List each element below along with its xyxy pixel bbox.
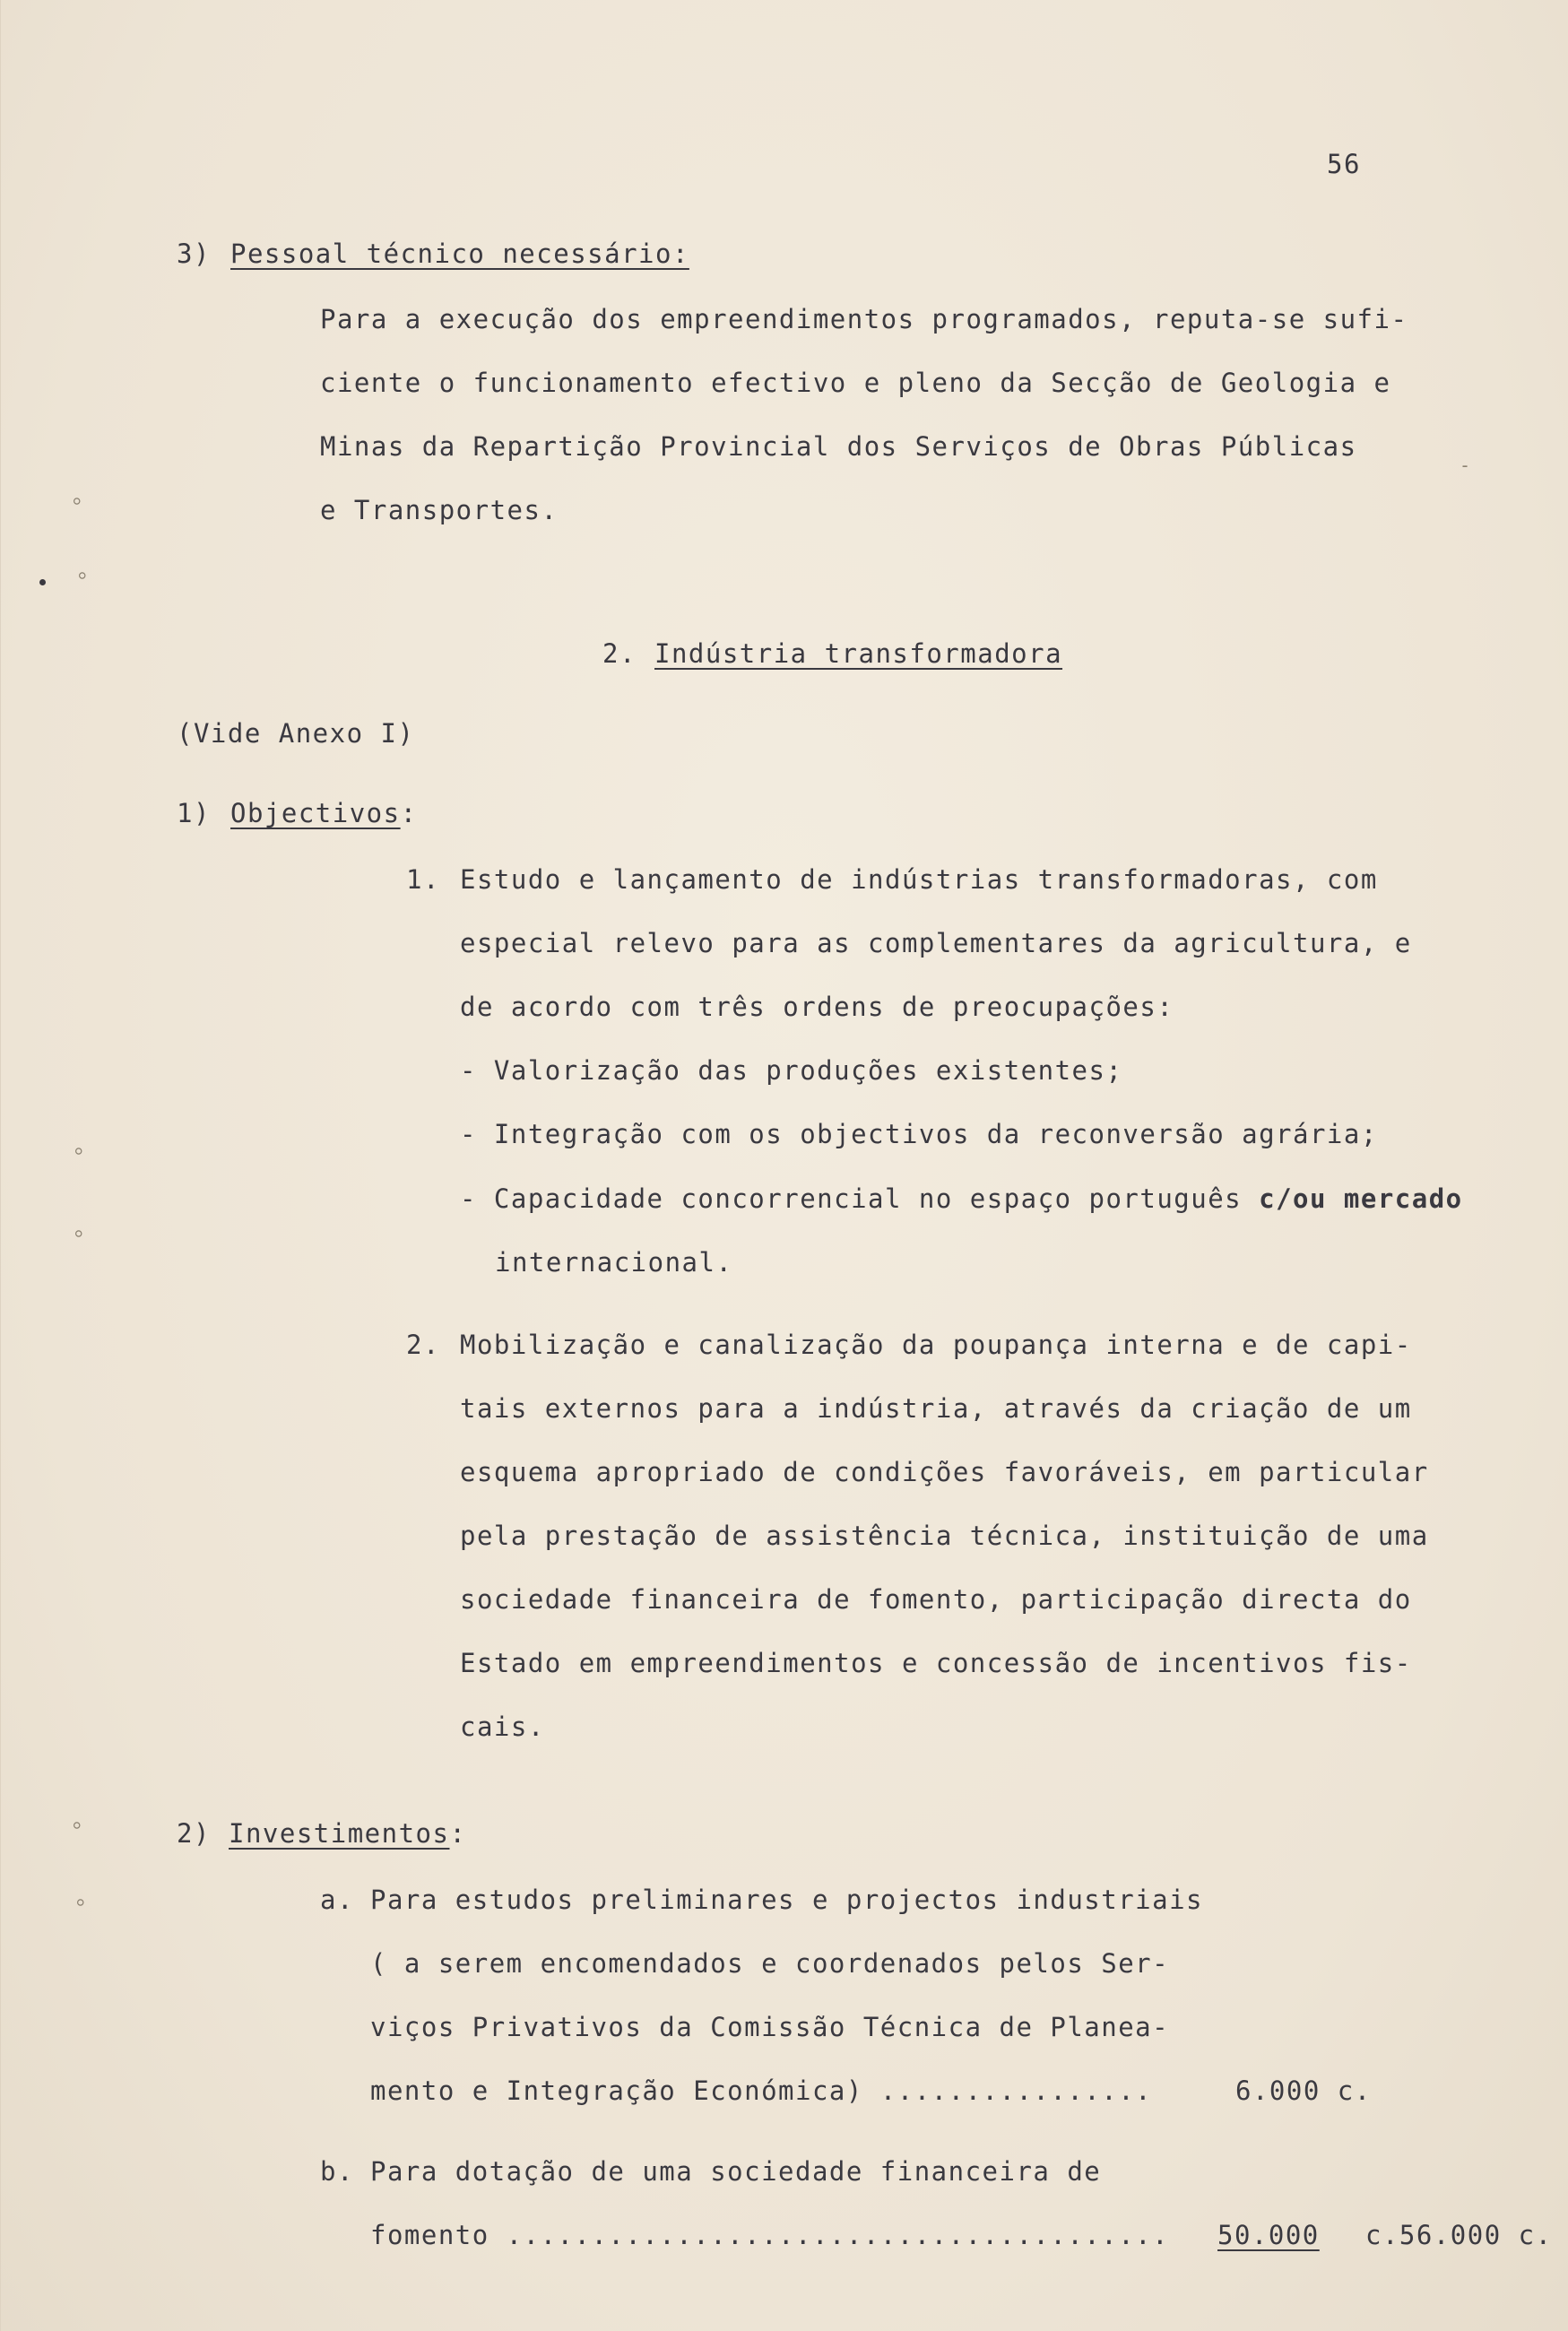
bullet-item: - Integração com os objectivos da reconversão agrária; bbox=[460, 1119, 1378, 1149]
investment-b-amount: 50.000 bbox=[1217, 2220, 1320, 2250]
item-2-number: 2. bbox=[406, 1330, 440, 1360]
item-1-number: 1. bbox=[406, 864, 440, 895]
item-2-line: cais. bbox=[460, 1711, 545, 1742]
item-2-line: pela prestação de assistência técnica, instituição de uma bbox=[460, 1521, 1429, 1551]
chapter-title: Indústria transformadora bbox=[654, 638, 1063, 669]
section-3-number: 3) bbox=[177, 238, 211, 269]
bullet-item: - Valorização das produções existentes; bbox=[460, 1055, 1123, 1086]
page-number: 56 bbox=[1327, 149, 1361, 179]
objectives-heading: Objectivos bbox=[230, 798, 401, 828]
investment-a-line: ( a serem encomendados e coordenados pelos Ser- bbox=[370, 1948, 1170, 1979]
margin-mark: ⸰ bbox=[72, 490, 82, 512]
investment-a-line: mento e Integração Económica) ................ bbox=[370, 2075, 1153, 2106]
investment-b-label: b. bbox=[320, 2156, 354, 2187]
margin-dot bbox=[39, 579, 46, 585]
investment-a-amount: 6.000 c. bbox=[1235, 2075, 1372, 2106]
item-2-line: esquema apropriado de condições favoráveis, em particular bbox=[460, 1457, 1429, 1487]
item-2-line: Estado em empreendimentos e concessão de incentivos fis- bbox=[460, 1648, 1412, 1678]
investment-b-line: fomento ....................................... bbox=[370, 2220, 1170, 2250]
margin-mark: ⸰ bbox=[77, 565, 88, 586]
investments-number: 2) bbox=[177, 1818, 211, 1849]
bullet-item-overstrike: c/ou mercado bbox=[1259, 1183, 1463, 1214]
bullet-item-wrap bbox=[460, 1183, 1463, 1214]
investment-a-line: viços Privativos da Comissão Técnica de Planea- bbox=[370, 2012, 1170, 2042]
item-1-line: Estudo e lançamento de indústrias transformadoras, com bbox=[460, 864, 1378, 895]
investment-total: c.56.000 c. bbox=[1365, 2220, 1553, 2250]
paragraph-line: ciente o funcionamento efectivo e pleno da Secção de Geologia e bbox=[320, 368, 1391, 398]
paragraph-line: Para a execução dos empreendimentos programados, reputa-se sufi- bbox=[320, 304, 1408, 334]
investment-b-line: Para dotação de uma sociedade financeira de bbox=[370, 2156, 1102, 2187]
objectives-heading-wrap bbox=[230, 798, 418, 828]
item-2-line: sociedade financeira de fomento, participação directa do bbox=[460, 1584, 1412, 1615]
margin-mark: ⸰ bbox=[72, 1815, 82, 1836]
investments-colon: : bbox=[449, 1818, 467, 1849]
item-1-line: especial relevo para as complementares da agricultura, e bbox=[460, 928, 1412, 958]
investment-a-label: a. bbox=[320, 1885, 354, 1915]
item-2-line: tais externos para a indústria, através da criação de um bbox=[460, 1393, 1412, 1424]
chapter-number: 2. bbox=[602, 638, 637, 669]
bullet-item: - Capacidade concorrencial no espaço português bbox=[460, 1183, 1243, 1214]
margin-mark: ⸰ bbox=[74, 1223, 84, 1244]
investment-a-line: Para estudos preliminares e projectos industriais bbox=[370, 1885, 1204, 1915]
margin-mark: ⸰ bbox=[75, 1892, 86, 1913]
objectives-number: 1) bbox=[177, 798, 211, 828]
investments-heading-wrap bbox=[229, 1818, 466, 1849]
margin-mark: - bbox=[1460, 455, 1471, 476]
margin-mark: ⸰ bbox=[74, 1140, 84, 1162]
item-2-line: Mobilização e canalização da poupança interna e de capi- bbox=[460, 1330, 1412, 1360]
investments-heading: Investimentos bbox=[229, 1818, 450, 1849]
annex-reference: (Vide Anexo I) bbox=[177, 718, 415, 749]
item-1-line: de acordo com três ordens de preocupações: bbox=[460, 992, 1174, 1022]
bullet-continuation: internacional. bbox=[495, 1247, 733, 1278]
section-3-heading: Pessoal técnico necessário: bbox=[230, 238, 689, 269]
paragraph-line: e Transportes. bbox=[320, 495, 559, 525]
page-edge bbox=[0, 0, 1, 2331]
objectives-colon: : bbox=[400, 798, 418, 828]
paragraph-line: Minas da Repartição Provincial dos Serviços de Obras Públicas bbox=[320, 431, 1357, 462]
